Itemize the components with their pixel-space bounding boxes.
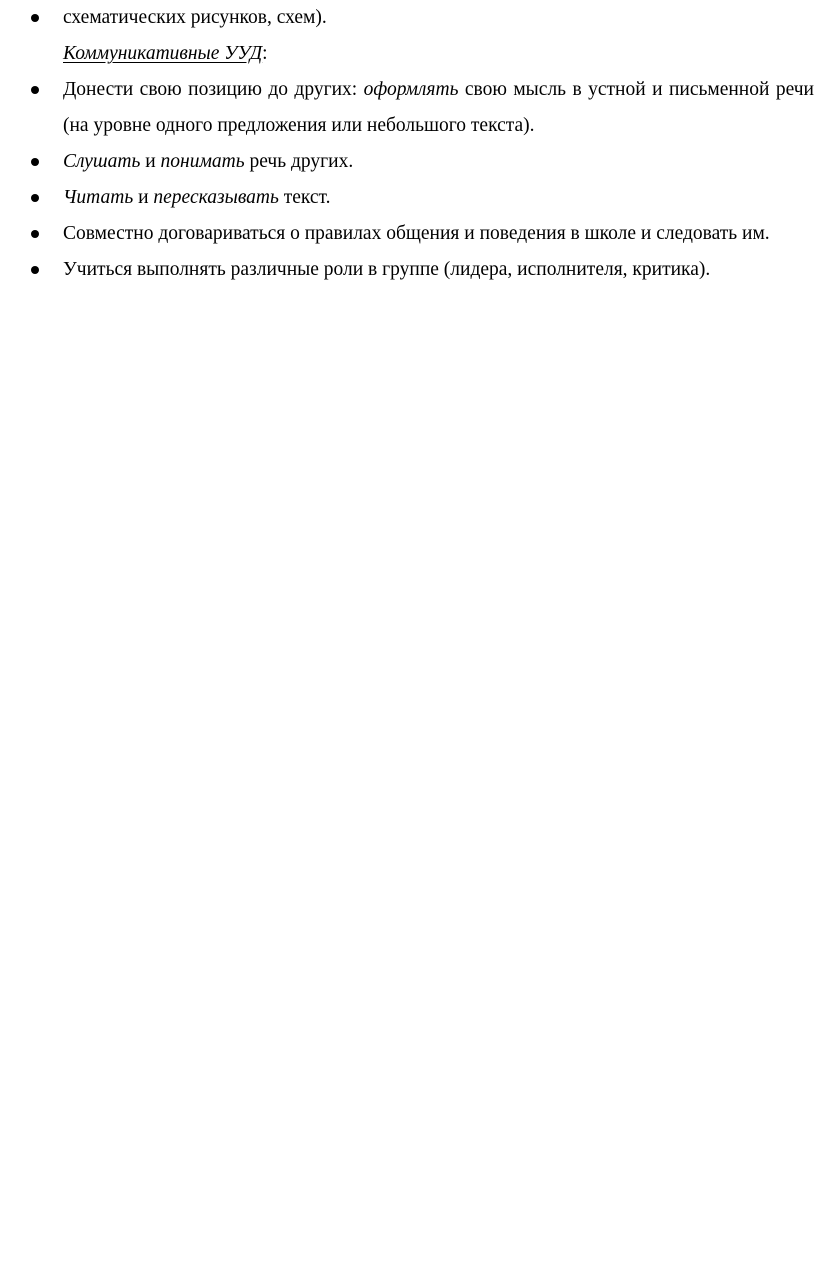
list-item-top (0, 0, 816, 36)
list-item-part: Совместно договариваться о правилах общения и поведения в школе и следовать им. (63, 223, 770, 244)
section-heading-colon: : (262, 43, 268, 64)
list-item (0, 216, 816, 252)
list-item-part: свою мысль в устной и письменной речи (на уровне одного предложения или небольшого текста). (63, 79, 814, 136)
list-item-part: и (133, 187, 154, 208)
list-item-part-italic: понимать (160, 151, 245, 172)
list-item (0, 180, 816, 216)
list-item-part: речь других. (244, 151, 354, 172)
list-item-part-italic: оформлять (363, 79, 459, 100)
list-item-part: Донести свою позицию до других: (63, 79, 364, 100)
list-item (0, 72, 816, 144)
list-item-part: и (140, 151, 161, 172)
list-item (0, 144, 816, 180)
section-heading-line (0, 36, 816, 72)
list-item-part-italic: Слушать (63, 151, 141, 172)
list-item-part-italic: Читать (63, 187, 134, 208)
list-item-part-italic: пересказывать (153, 187, 279, 208)
section-heading: Коммуникативные УУД (63, 43, 263, 64)
list-item-part: Учиться выполнять различные роли в группе (лидера, исполнителя, критика). (63, 259, 711, 280)
list-item-text: схематических рисунков, схем). (63, 7, 327, 28)
bullet-list (0, 0, 816, 288)
list-item-part: текст. (278, 187, 331, 208)
list-item (0, 252, 816, 288)
